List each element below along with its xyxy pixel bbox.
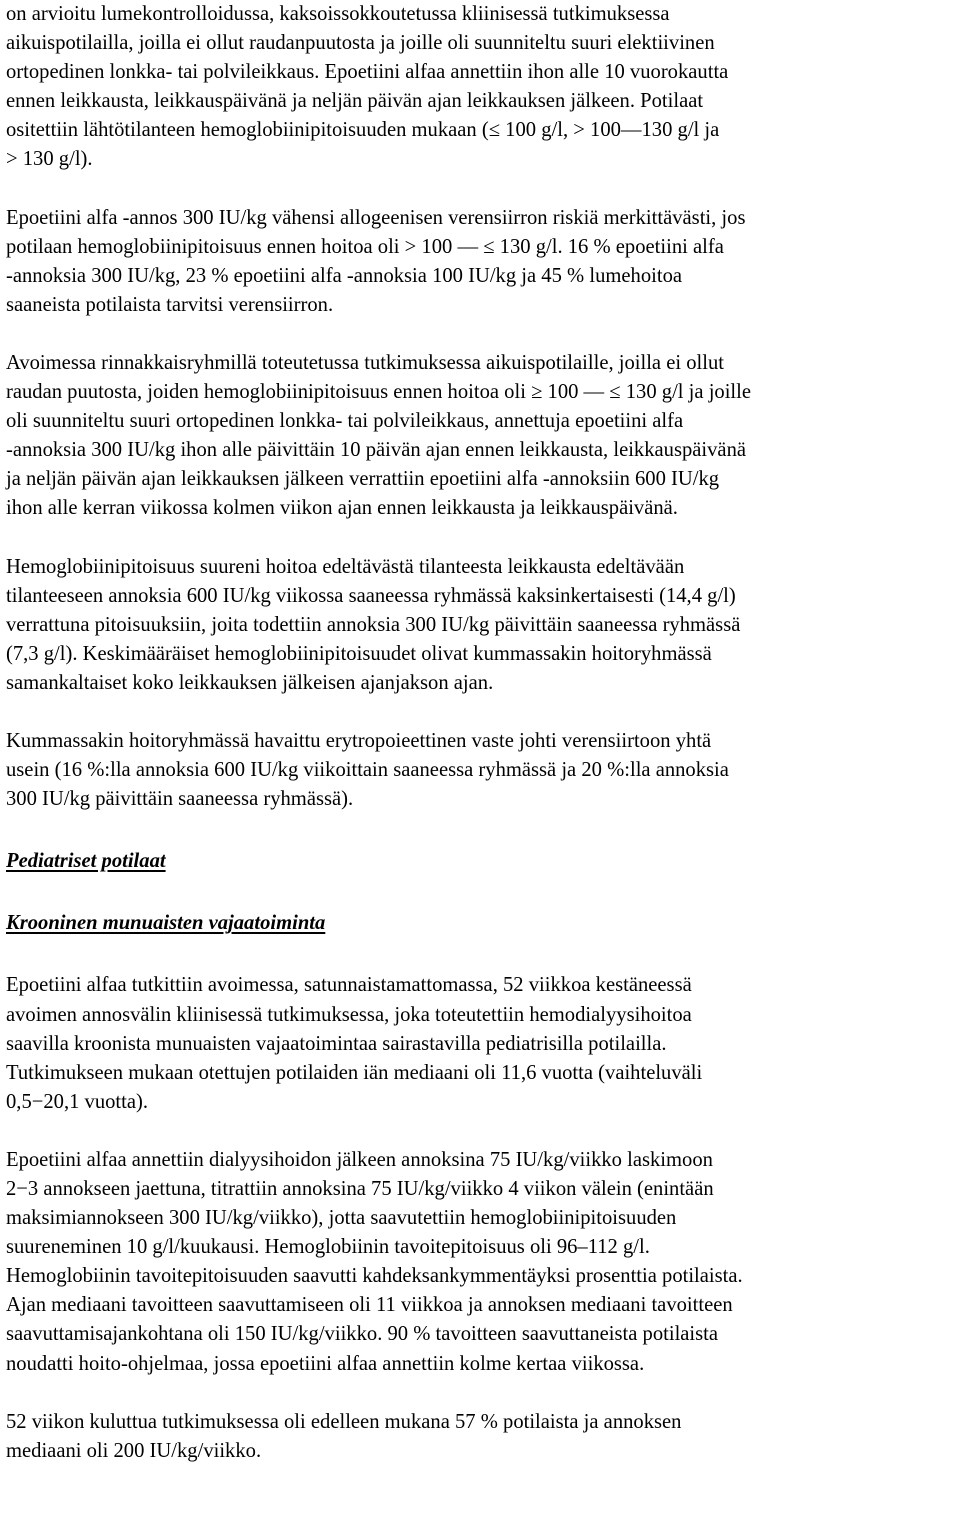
paragraph-gap: [6, 814, 956, 847]
text-line: mediaani oli 200 IU/kg/viikko.: [6, 1439, 262, 1462]
paragraph-gap: [6, 938, 956, 971]
paragraph-transfusion-risk: [6, 204, 956, 320]
text-line: Hemoglobiinipitoisuus suureni hoitoa edeltävästä tilanteesta leikkausta edeltävään: [6, 555, 685, 578]
text-line: oli suunniteltu suuri ortopedinen lonkka- tai polvileikkaus, annettuja epoetiini alfa: [6, 410, 684, 433]
text-line: Epoetiini alfaa annettiin dialyysihoidon jälkeen annoksina 75 IU/kg/viikko laskimoon: [6, 1148, 713, 1171]
text-line: on arvioitu lumekontrolloidussa, kaksoissokkoutetussa kliinisessä tutkimuksessa: [6, 3, 670, 25]
section-heading-pediatric: Pediatriset potilaat: [6, 850, 166, 873]
paragraph-52-week-results: [6, 1408, 956, 1466]
text-line: potilaan hemoglobiinipitoisuus ennen hoitoa oli > 100 — ≤ 130 g/l. 16 % epoetiini alfa: [6, 235, 724, 258]
text-line: saavilla kroonista munuaisten vajaatoimintaa sairastavilla pediatrisilla potilailla.: [6, 1032, 667, 1055]
paragraph-gap: [6, 1117, 956, 1146]
text-line: noudatti hoito-ohjelmaa, jossa epoetiini alfaa annettiin kolme kertaa viikossa.: [6, 1352, 645, 1375]
paragraph-pediatric-study: [6, 971, 956, 1116]
text-line: Epoetiini alfaa tutkittiin avoimessa, satunnaistamattomassa, 52 viikkoa kestäneessä: [6, 974, 692, 997]
paragraph-gap: [6, 524, 956, 553]
text-line: ihon alle kerran viikossa kolmen viikon ajan ennen leikkausta ja leikkauspäivänä.: [6, 497, 678, 520]
text-line: samankaltaiset koko leikkauksen jälkeisen ajanjakson ajan.: [6, 671, 494, 694]
text-line: Tutkimukseen mukaan otettujen potilaiden iän mediaani oli 11,6 vuotta (vaihteluväli: [6, 1061, 703, 1084]
paragraph-open-label-study: [6, 349, 956, 524]
paragraph-gap: [6, 320, 956, 349]
paragraph-hemoglobin-increase: [6, 553, 956, 698]
text-line: 52 viikon kuluttua tutkimuksessa oli edelleen mukana 57 % potilaista ja annoksen: [6, 1410, 682, 1433]
text-line: Avoimessa rinnakkaisryhmillä toteutetussa tutkimuksessa aikuispotilaille, joilla ei ollut: [6, 351, 724, 374]
text-line: verrattuna pitoisuuksiin, joita todettiin annoksia 300 IU/kg päivittäin saaneessa ryhmässä: [6, 613, 741, 636]
text-line: (7,3 g/l). Keskimääräiset hemoglobiinipitoisuudet olivat kummassakin hoitoryhmässä: [6, 642, 712, 665]
text-line: 2−3 annokseen jaettuna, titrattiin annoksina 75 IU/kg/viikko 4 viikon välein (enintään: [6, 1178, 714, 1200]
text-line: tilanteeseen annoksia 600 IU/kg viikossa saaneessa ryhmässä kaksinkertaisesti (14,4 g/l): [6, 584, 736, 607]
text-line: -annoksia 300 IU/kg, 23 % epoetiini alfa -annoksia 100 IU/kg ja 45 % lumehoitoa: [6, 264, 683, 287]
text-line: 0,5−20,1 vuotta).: [6, 1090, 149, 1113]
text-line: avoimen annosvälin kliinisessä tutkimuksessa, joka toteutettiin hemodialyysihoitoa: [6, 1003, 692, 1026]
text-line: 300 IU/kg päivittäin saaneessa ryhmässä).: [6, 788, 354, 811]
paragraph-gap: [6, 698, 956, 727]
text-line: saaneista potilaista tarvitsi verensiirron.: [6, 293, 334, 316]
document-page: [6, 0, 956, 1466]
paragraph-dosing: [6, 1146, 956, 1379]
text-line: suureneminen 10 g/l/kuukausi. Hemoglobiinin tavoitepitoisuus oli 96–112 g/l.: [6, 1236, 650, 1259]
paragraph-gap: [6, 876, 956, 909]
paragraph-gap: [6, 175, 956, 204]
text-line: Ajan mediaani tavoitteen saavuttamiseen oli 11 viikkoa ja annoksen mediaani tavoitteen: [6, 1294, 733, 1317]
text-line: usein (16 %:lla annoksia 600 IU/kg viikoittain saaneessa ryhmässä ja 20 %:lla annoksia: [6, 759, 729, 782]
text-line: ositettiin lähtötilanteen hemoglobiinipitoisuuden mukaan (≤ 100 g/l, > 100—130 g/l ja: [6, 119, 720, 142]
section-heading-chronic-renal-failure: Krooninen munuaisten vajaatoiminta: [6, 912, 326, 935]
paragraph-study-design: [6, 0, 956, 175]
text-line: > 130 g/l).: [6, 148, 93, 171]
text-line: raudan puutosta, joiden hemoglobiinipitoisuus ennen hoitoa oli ≥ 100 — ≤ 130 g/l ja joille: [6, 381, 752, 404]
text-line: Kummassakin hoitoryhmässä havaittu erytropoieettinen vaste johti verensiirtoon yhtä: [6, 729, 712, 752]
text-line: maksimiannokseen 300 IU/kg/viikko), jotta saavutettiin hemoglobiinipitoisuuden: [6, 1207, 677, 1230]
text-line: Epoetiini alfa -annos 300 IU/kg vähensi allogeenisen verensiirron riskiä merkittävästi, jos: [6, 206, 746, 229]
paragraph-erythropoietic-response: [6, 727, 956, 814]
text-line: Hemoglobiinin tavoitepitoisuuden saavutti kahdeksankymmentäyksi prosenttia potilaista.: [6, 1265, 743, 1288]
text-line: -annoksia 300 IU/kg ihon alle päivittäin 10 päivän ajan ennen leikkausta, leikkauspäivänä: [6, 439, 747, 462]
paragraph-gap: [6, 1379, 956, 1408]
text-line: ja neljän päivän ajan leikkauksen jälkeen verrattiin epoetiini alfa -annoksiin 600 IU/kg: [6, 468, 720, 491]
text-line: ennen leikkausta, leikkauspäivänä ja neljän päivän ajan leikkauksen jälkeen. Potilaat: [6, 90, 704, 113]
text-line: aikuispotilailla, joilla ei ollut raudanpuutosta ja joille oli suunniteltu suuri elektiivinen: [6, 32, 715, 55]
text-line: saavuttamisajankohtana oli 150 IU/kg/viikko. 90 % tavoitteen saavuttaneista potilaista: [6, 1323, 719, 1346]
text-line: ortopedinen lonkka- tai polvileikkaus. Epoetiini alfaa annettiin ihon alle 10 vuorokautta: [6, 61, 729, 84]
